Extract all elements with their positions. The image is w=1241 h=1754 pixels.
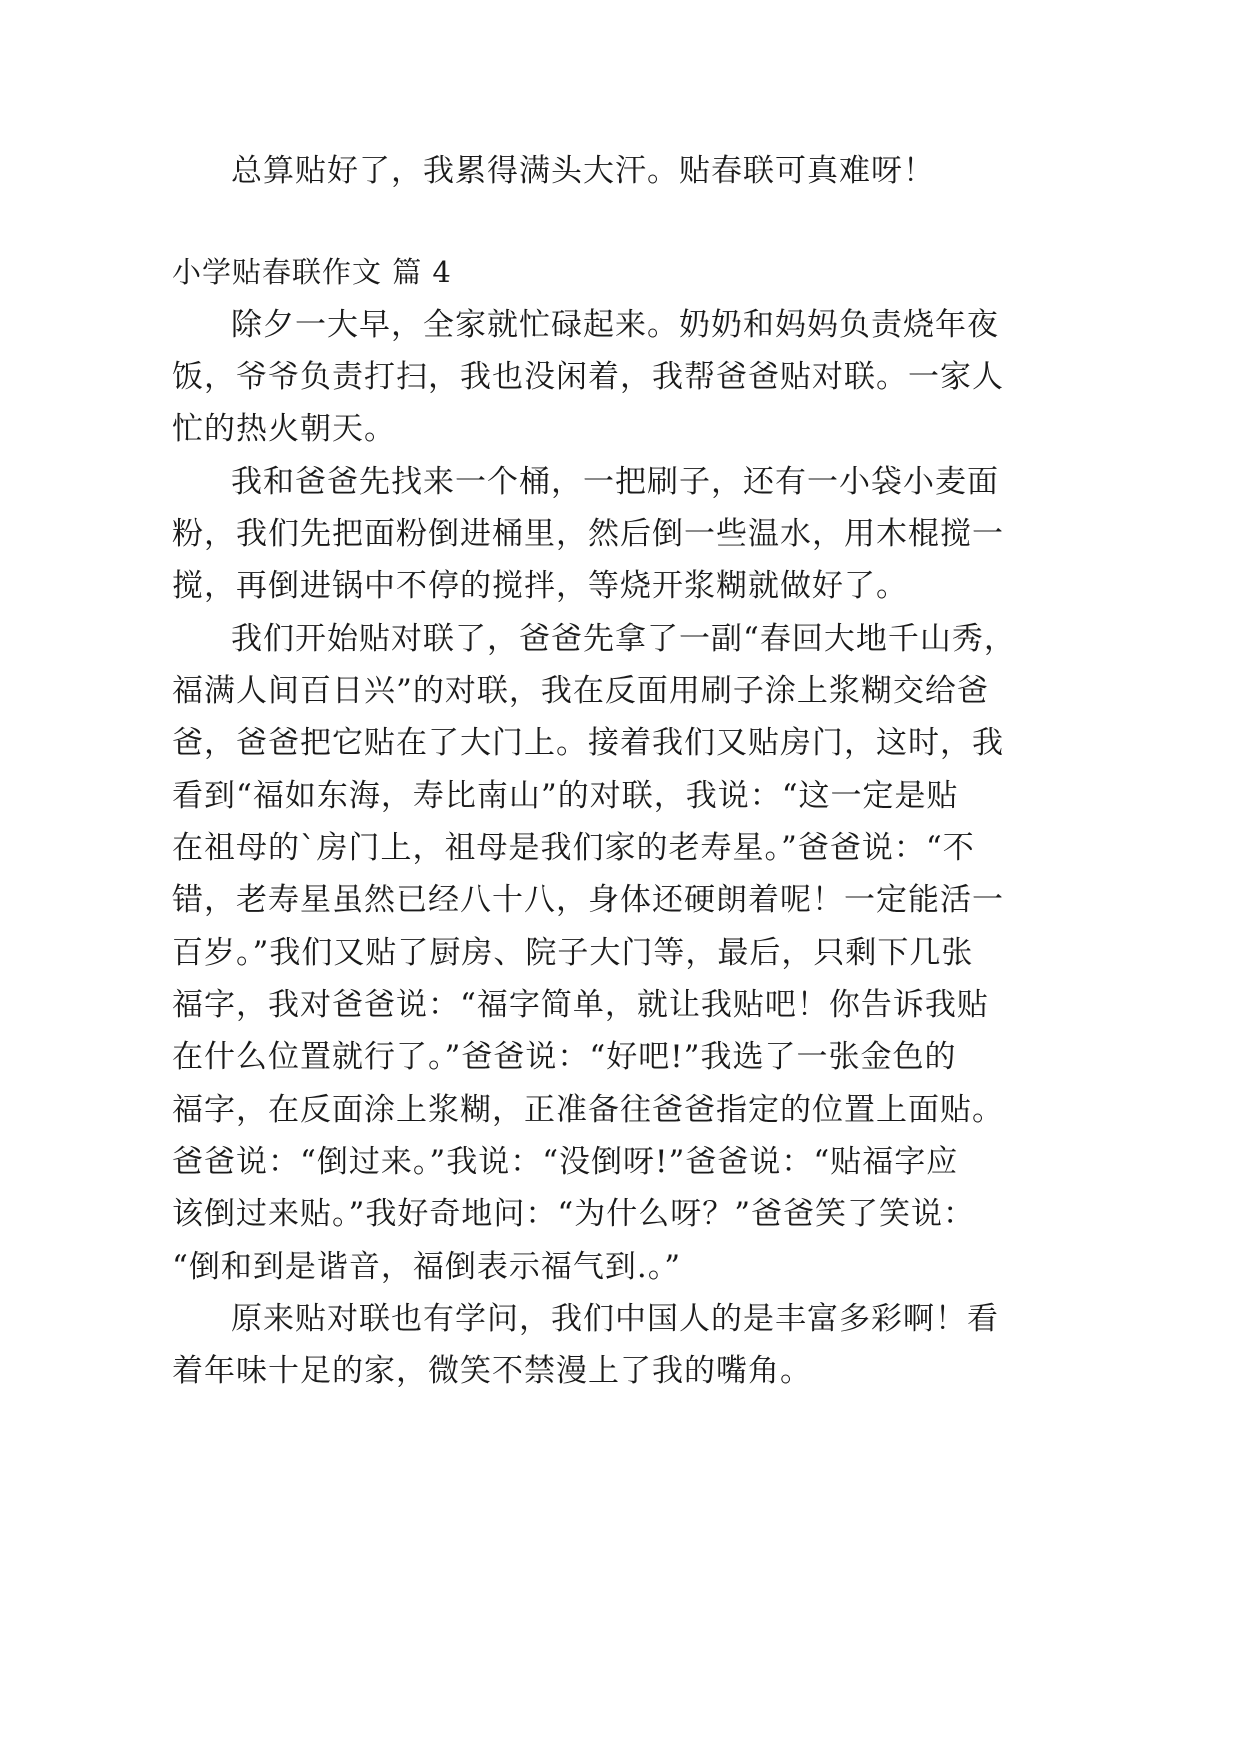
paragraph-3-line-1: 我们开始贴对联了，爸爸先拿了一副“春回大地千山秀， xyxy=(231,621,1016,657)
paragraph-3-line-8: 福字，我对爸爸说：“福字简单，就让我贴吧！你告诉我贴 xyxy=(172,987,989,1023)
section-heading: 小学贴春联作文 篇 4 xyxy=(172,255,452,289)
paragraph-3-line-12: 该倒过来贴。”我好奇地问：“为什么呀？”爸爸笑了笑说： xyxy=(172,1196,976,1232)
paragraph-2-line-1: 我和爸爸先找来一个桶，一把刷子，还有一小袋小麦面 xyxy=(231,464,999,500)
paragraph-4-line-1: 原来贴对联也有学问，我们中国人的是丰富多彩啊！看 xyxy=(231,1301,999,1337)
paragraph-3-line-7: 百岁。”我们又贴了厨房、院子大门等，最后，只剩下几张 xyxy=(172,935,974,971)
paragraph-3-line-3: 爸，爸爸把它贴在了大门上。接着我们又贴房门，这时，我 xyxy=(172,725,1004,761)
paragraph-2-line-2: 粉，我们先把面粉倒进桶里，然后倒一些温水，用木棍搅一 xyxy=(172,516,1004,552)
paragraph-2-line-3: 搅，再倒进锅中不停的搅拌，等烧开浆糊就做好了。 xyxy=(172,568,908,604)
paragraph-4-line-2: 着年味十足的家，微笑不禁漫上了我的嘴角。 xyxy=(172,1353,812,1389)
paragraph-3-line-5: 在祖母的`房门上，祖母是我们家的老寿星。”爸爸说：“不 xyxy=(172,830,975,866)
paragraph-3-line-2: 福满人间百日兴”的对联，我在反面用刷子涂上浆糊交给爸 xyxy=(172,673,989,709)
paragraph-3-line-9: 在什么位置就行了。”爸爸说：“好吧!”我选了一张金色的 xyxy=(172,1039,957,1075)
paragraph-1-line-3: 忙的热火朝天。 xyxy=(172,411,396,447)
paragraph-3-line-11: 爸爸说：“倒过来。”我说：“没倒呀!”爸爸说：“贴福字应 xyxy=(172,1144,959,1180)
paragraph-3-line-13: “倒和到是谐音，福倒表示福气到.。” xyxy=(172,1249,682,1285)
paragraph-3-line-6: 错，老寿星虽然已经八十八，身体还硬朗着呢！一定能活一 xyxy=(172,882,1004,918)
paragraph-3-line-4: 看到“福如东海，寿比南山”的对联，我说：“这一定是贴 xyxy=(172,778,959,814)
top-paragraph: 总算贴好了，我累得满头大汗。贴春联可真难呀！ xyxy=(231,153,935,189)
paragraph-3-line-10: 福字，在反面涂上浆糊，正准备往爸爸指定的位置上面贴。 xyxy=(172,1092,1004,1128)
paragraph-1-line-2: 饭，爷爷负责打扫，我也没闲着，我帮爸爸贴对联。一家人 xyxy=(172,359,1004,395)
paragraph-1-line-1: 除夕一大早，全家就忙碌起来。奶奶和妈妈负责烧年夜 xyxy=(231,307,999,343)
